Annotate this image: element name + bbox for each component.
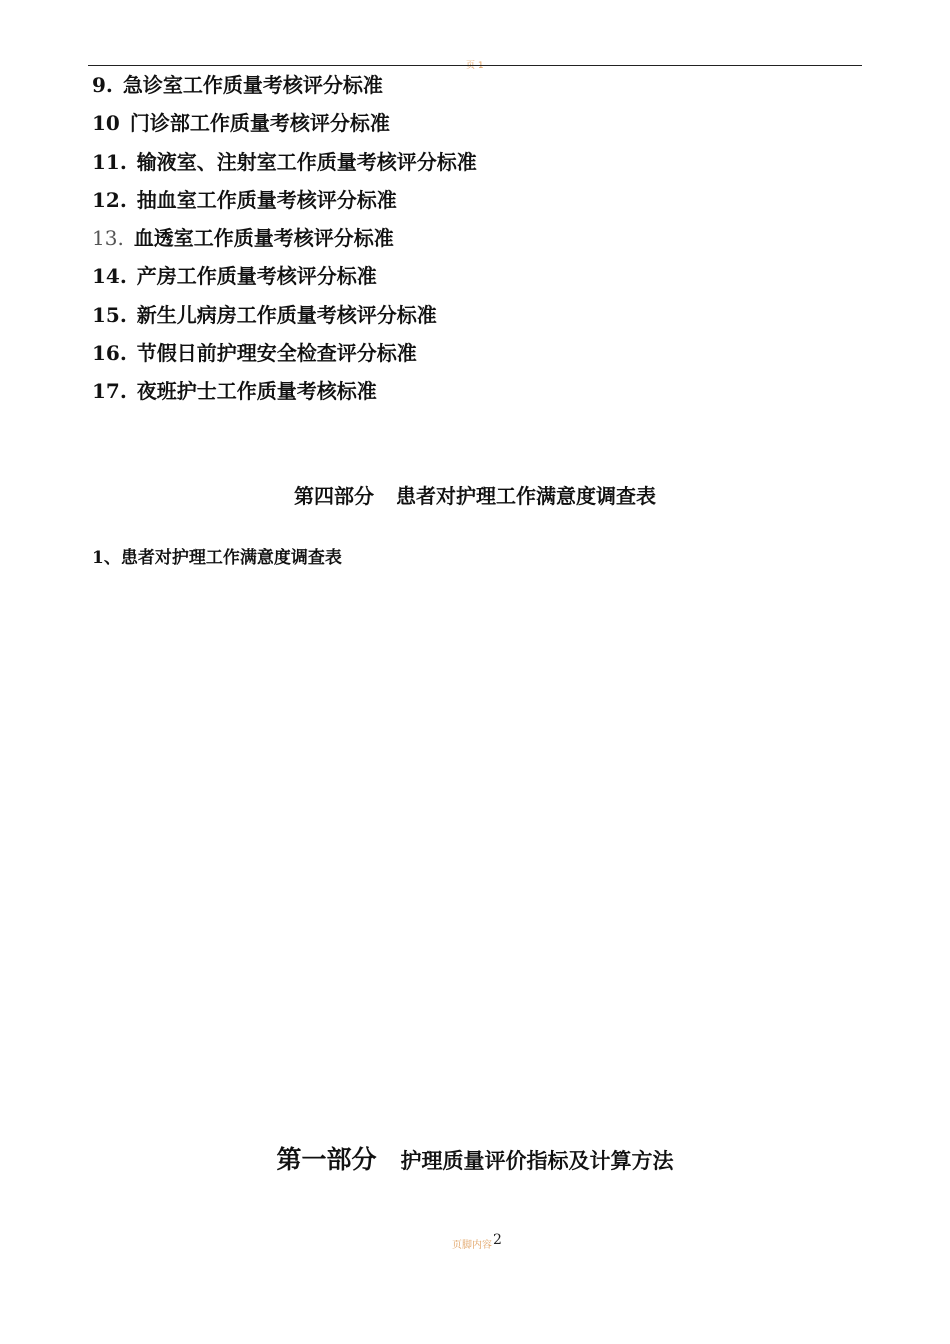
toc-item-text: 抽血室工作质量考核评分标准 [136,187,397,212]
toc-item-text: 输液室、注射室工作质量考核评分标准 [136,149,477,174]
toc-item [92,221,477,259]
toc-item-text: 门诊部工作质量考核评分标准 [129,111,390,136]
toc-item-text: 血透室工作质量考核评分标准 [133,226,394,251]
section-four-heading: 患者对护理工作满意度调查表 [396,484,656,508]
toc-item-number: 17. [92,379,127,404]
toc-item [92,298,477,336]
toc-item-number: 14. [92,264,127,289]
toc-item [92,68,477,106]
toc-item [92,336,477,374]
toc-item-number: 11. [92,149,127,174]
toc-item [92,259,477,297]
part-one-heading: 护理质量评价指标及计算方法 [400,1148,674,1173]
section-four-item: 1、患者对护理工作满意度调查表 [92,548,342,568]
toc-item-text: 新生儿病房工作质量考核评分标准 [136,302,437,327]
toc-item [92,183,477,221]
header-rule [88,65,862,66]
part-one-title [0,1140,950,1176]
header-mark: 页 1 [466,61,484,71]
toc-item [92,106,477,144]
toc-item-text: 节假日前护理安全检查评分标准 [136,341,417,366]
page-footer [452,1232,502,1252]
section-four-title [0,480,950,509]
footer-text: 页脚内容 [452,1240,492,1251]
toc-item [92,374,477,412]
page-number: 2 [493,1232,502,1248]
toc-item-number: 13. [92,226,124,251]
toc-item-number: 9. [92,73,113,97]
toc-item-text: 夜班护士工作质量考核标准 [136,379,377,404]
toc-item-number: 15. [92,302,127,327]
toc-item [92,145,477,183]
toc-item-number: 12. [92,187,127,212]
part-one-part: 第一部分 [276,1145,377,1174]
section-four-part: 第四部分 [294,484,374,508]
toc-item-text: 急诊室工作质量考核评分标准 [122,73,383,97]
toc-list [92,68,477,413]
toc-item-number: 10 [92,111,120,136]
toc-item-number: 16. [92,341,127,366]
toc-item-text: 产房工作质量考核评分标准 [136,264,377,289]
